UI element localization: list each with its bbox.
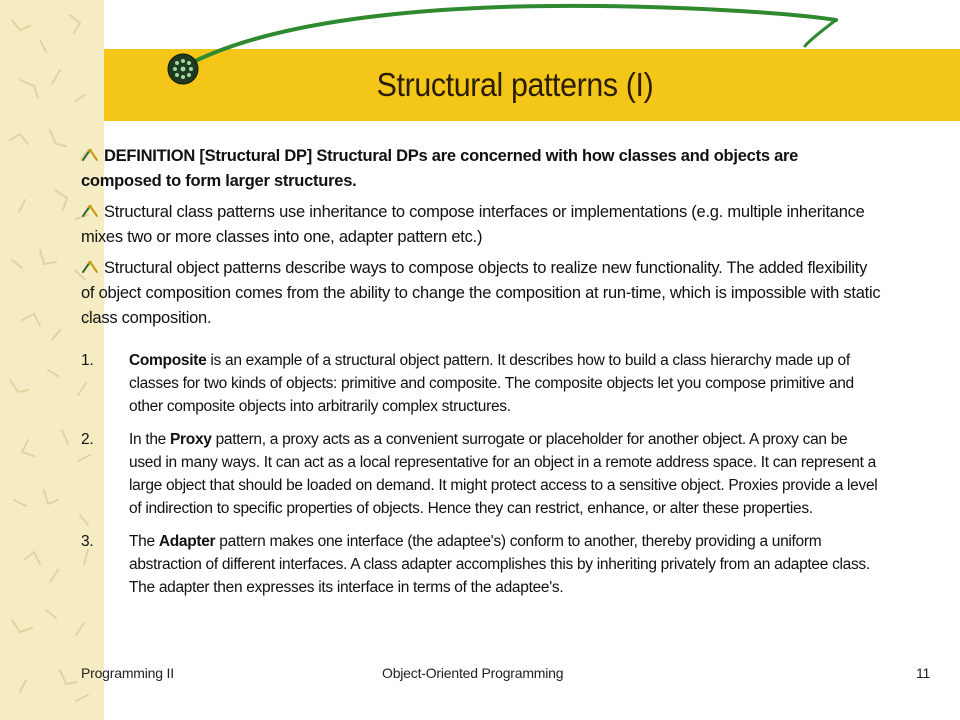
bullet-text: DEFINITION [Structural DP] Structural DPs are concerned with how classes and objects are composed to form larger structures. <box>81 147 799 190</box>
list-item-proxy <box>81 428 881 520</box>
list-text: pattern makes one interface (the adaptee's) conform to another, thereby providing a uniform abstraction of different interfaces. A class adapter accomplishes this by inheriting privately from an adaptee class. The adapter then expresses its interface in terms of the adaptee's. <box>129 533 870 596</box>
list-keyword: Proxy <box>170 431 212 448</box>
bullet-object-patterns <box>81 256 881 331</box>
bullet-text: Structural object patterns describe ways to compose objects to realize new functionality. The added flexibility of object composition comes from the ability to change the composition at run-time, which is impossible with static class composition. <box>81 259 881 327</box>
numbered-list <box>81 349 881 599</box>
list-text: is an example of a structural object pattern. It describes how to build a class hierarchy made up of classes for two kinds of objects: primitive and composite. The composite objects let you compose primitive and other composite objects into arbitrarily complex structures. <box>129 352 854 415</box>
list-keyword: Composite <box>129 352 207 369</box>
list-prefix: The <box>129 533 159 550</box>
bullet-definition <box>81 144 881 194</box>
page-number: 11 <box>916 665 931 681</box>
bullet-text: Structural class patterns use inheritance to compose interfaces or implementations (e.g. multiple inheritance mixes two or more classes into one, adapter pattern etc.) <box>81 203 865 246</box>
list-number: 2. <box>81 431 94 448</box>
list-text: pattern, a proxy acts as a convenient surrogate or placeholder for another object. A proxy can be used in many ways. It can act as a local representative for an object in a remote address space. It can represent a large object that should be loaded on demand. It might protect access to a sensitive object. Proxies provide a level of indirection to specific properties of objects. Hence they can restrict, enhance, or alter these properties. <box>129 431 878 517</box>
bullet-icon <box>81 148 99 162</box>
globe-icon <box>167 53 199 85</box>
list-item-composite <box>81 349 881 418</box>
slide-content <box>81 144 881 609</box>
list-keyword: Adapter <box>158 533 216 550</box>
footer-topic: Object-Oriented Programming <box>382 665 564 681</box>
bullet-class-patterns <box>81 200 881 250</box>
footer-course: Programming II <box>81 665 174 681</box>
bullet-icon <box>81 260 99 274</box>
list-number: 3. <box>81 533 94 550</box>
list-item-adapter <box>81 530 881 599</box>
list-number: 1. <box>81 352 94 369</box>
bullet-icon <box>81 204 99 218</box>
list-prefix: In the <box>129 431 170 448</box>
slide-title: Structural patterns (I) <box>376 66 654 103</box>
